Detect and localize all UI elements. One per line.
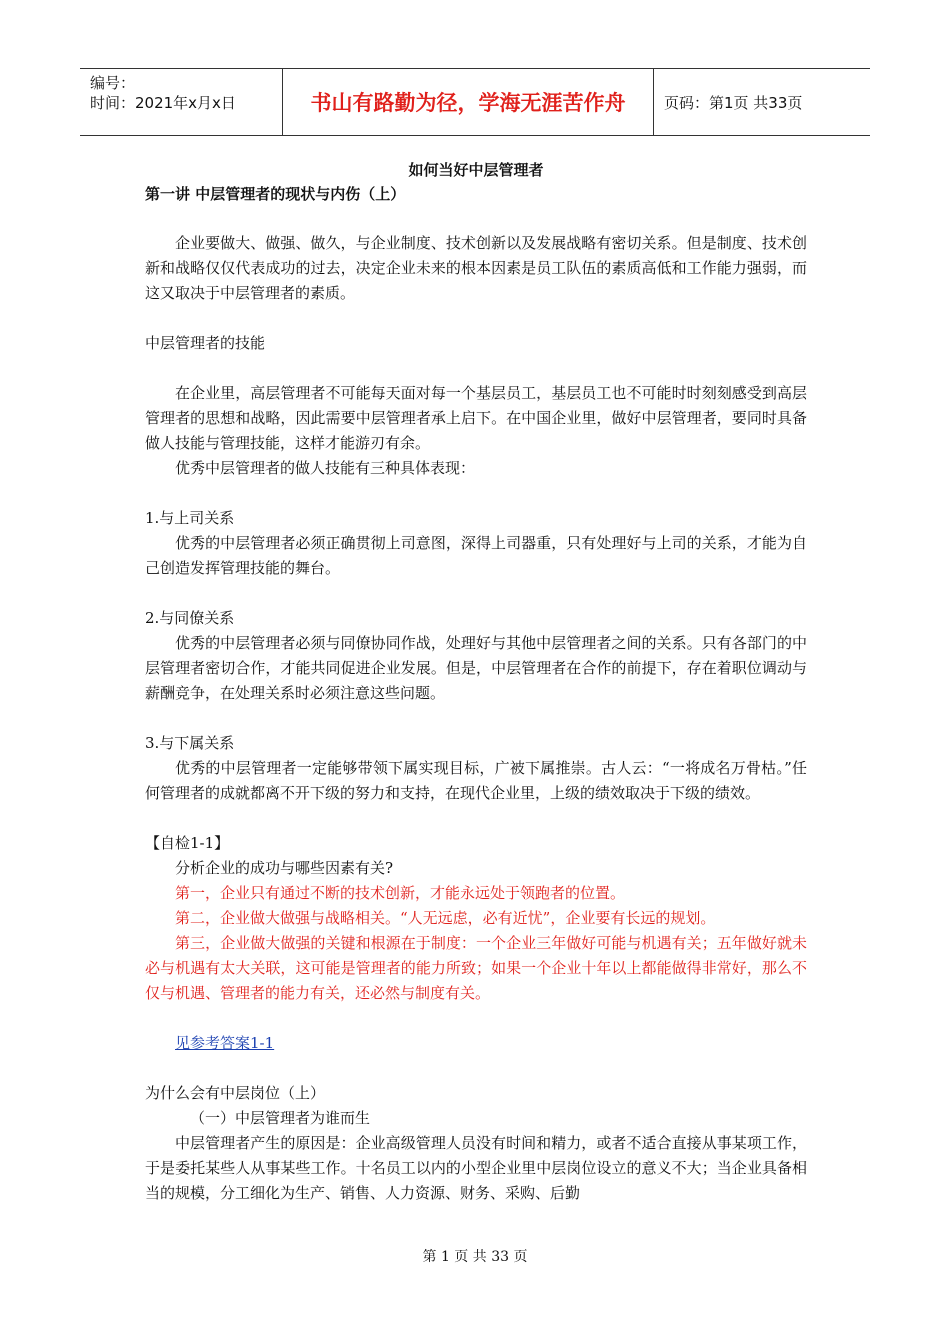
spacer	[145, 1056, 807, 1081]
header-left-cell	[80, 69, 282, 135]
intro-paragraph: 企业要做大、做强、做久，与企业制度、技术创新以及发展战略有密切关系。但是制度、技术创新和战略仅仅代表成功的过去，决定企业未来的根本因素是员工队伍的素质高低和工作能力强弱，而这又取决于中层管理者的素质。	[145, 234, 807, 302]
page-info-cell	[654, 69, 870, 135]
skills-paragraph-2: 优秀中层管理者的做人技能有三种具体表现：	[175, 459, 476, 477]
answer-2: 第二，企业做大做强与战略相关。“人无远虑，必有近忧”，企业要有长远的规划。	[175, 909, 716, 927]
spacer	[145, 481, 807, 506]
header-table	[80, 68, 870, 136]
spacer	[145, 706, 807, 731]
spacer	[145, 356, 807, 381]
self-check-label: 【自检1-1】	[145, 834, 230, 852]
spacer	[145, 1006, 807, 1031]
page-info: 页码：第1页 共33页	[664, 93, 803, 112]
relation-3-text: 优秀的中层管理者一定能够带领下属实现目标，广被下属推崇。古人云：“一将成名万骨枯。”任何管理者的成就都离不开下级的努力和支持，在现代企业里，上级的绩效取决于下级的绩效。	[145, 759, 807, 802]
relation-2-text: 优秀的中层管理者必须与同僚协同作战，处理好与其他中层管理者之间的关系。只有各部门的中层管理者密切合作，才能共同促进企业发展。但是，中层管理者在合作的前提下，存在着职位调动与薪酬竞争，在处理关系时必须注意这些问题。	[145, 634, 807, 702]
skills-heading: 中层管理者的技能	[145, 334, 266, 352]
subsection-1-text: 中层管理者产生的原因是：企业高级管理人员没有时间和精力，或者不适合直接从事某项工作，于是委托某些人从事某些工作。十名员工以内的小型企业里中层岗位设立的意义不大；当企业具备相当的规模，分工细化为生产、销售、人力资源、财务、采购、后勤	[145, 1134, 807, 1202]
number-label: 编号：	[90, 74, 136, 92]
time-label: 时间：2021年x月x日	[90, 94, 236, 112]
self-check-question: 分析企业的成功与哪些因素有关?	[175, 859, 394, 877]
spacer	[145, 581, 807, 606]
relation-3-heading: 3.与下属关系	[145, 734, 235, 752]
spacer	[145, 206, 807, 231]
spacer	[145, 306, 807, 331]
motto-text: 书山有路勤为径，学海无涯苦作舟	[310, 91, 626, 115]
relation-1-text: 优秀的中层管理者必须正确贯彻上司意图，深得上司器重，只有处理好与上司的关系，才能为自己创造发挥管理技能的舞台。	[145, 534, 807, 577]
answer-3: 第三，企业做大做强的关键和根源在于制度：一个企业三年做好可能与机遇有关；五年做好就未必与机遇有太大关联，这可能是管理者的能力所致；如果一个企业十年以上都能做得非常好，那么不仅与机遇、管理者的能力有关，还必然与制度有关。	[145, 934, 807, 1002]
motto-cell	[282, 69, 654, 135]
reference-link-line	[145, 1031, 807, 1056]
lecture-heading: 第一讲 中层管理者的现状与内伤（上）	[145, 185, 406, 203]
document-body	[145, 158, 807, 1206]
relation-1-heading: 1.与上司关系	[145, 509, 235, 527]
answer-1: 第一，企业只有通过不断的技术创新，才能永远处于领跑者的位置。	[175, 884, 626, 902]
section-2-heading: 为什么会有中层岗位（上）	[145, 1084, 326, 1102]
spacer	[145, 806, 807, 831]
reference-answer-link[interactable]: 见参考答案1-1	[175, 1034, 275, 1052]
skills-paragraph-1: 在企业里，高层管理者不可能每天面对每一个基层员工，基层员工也不可能时时刻刻感受到高层管理者的思想和战略，因此需要中层管理者承上启下。在中国企业里，做好中层管理者，要同时具备做人技能与管理技能，这样才能游刃有余。	[145, 384, 807, 452]
document-title: 如何当好中层管理者	[408, 161, 544, 179]
page-footer: 第 1 页 共 33 页	[422, 1249, 528, 1265]
subsection-1-heading: （一）中层管理者为谁而生	[190, 1109, 371, 1127]
relation-2-heading: 2.与同僚关系	[145, 609, 235, 627]
